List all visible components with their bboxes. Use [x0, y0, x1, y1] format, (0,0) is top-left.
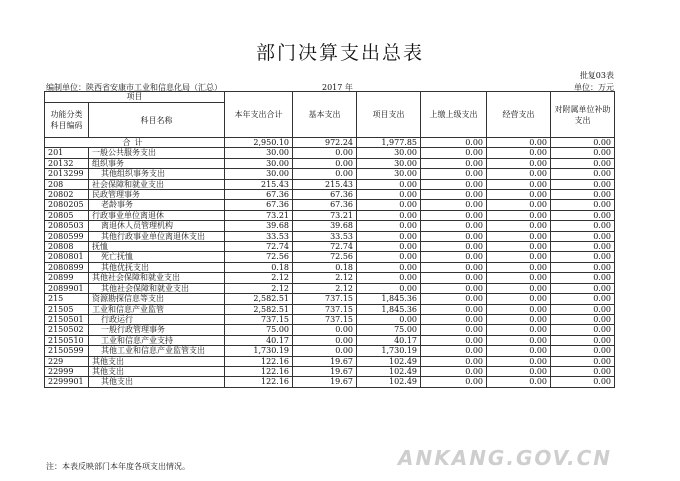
- row-value: 0.00: [487, 158, 551, 168]
- row-code: 2080503: [45, 221, 89, 231]
- row-value: 30.00: [357, 169, 421, 179]
- row-value: 0.00: [551, 283, 615, 293]
- row-value: 0.00: [487, 262, 551, 272]
- row-value: 0.00: [551, 304, 615, 314]
- row-code: 229: [45, 356, 89, 366]
- row-value: 122.16: [225, 366, 293, 376]
- row-name: 工业和信息产业监管: [89, 304, 225, 314]
- row-value: 0.00: [357, 283, 421, 293]
- row-value: 0.00: [421, 242, 487, 252]
- row-value: 102.49: [357, 377, 421, 387]
- row-name: 行政运行: [89, 314, 225, 324]
- row-value: 0.00: [421, 314, 487, 324]
- total-value: 1,977.85: [357, 138, 421, 148]
- row-name: 其他社会保障和就业支出: [89, 283, 225, 293]
- row-value: 0.00: [551, 262, 615, 272]
- row-value: 2.12: [293, 283, 357, 293]
- row-value: 72.56: [225, 252, 293, 262]
- row-name: 其他支出: [89, 377, 225, 387]
- row-name: 一般行政管理事务: [89, 325, 225, 335]
- row-value: 33.53: [225, 231, 293, 241]
- expenditure-table: [44, 91, 615, 388]
- row-name: 其他行政事业单位离退休支出: [89, 231, 225, 241]
- row-value: 1,845.36: [357, 304, 421, 314]
- row-code: 208: [45, 179, 89, 189]
- row-value: 0.00: [551, 314, 615, 324]
- row-value: 0.00: [487, 242, 551, 252]
- row-value: 737.15: [293, 304, 357, 314]
- row-value: 0.00: [551, 335, 615, 345]
- table-row: [45, 190, 615, 200]
- row-value: 0.00: [421, 366, 487, 376]
- row-value: 0.00: [487, 356, 551, 366]
- row-code: 2150502: [45, 325, 89, 335]
- row-value: 75.00: [357, 325, 421, 335]
- table-row: [45, 210, 615, 220]
- row-code: 2150510: [45, 335, 89, 345]
- row-value: 0.00: [551, 242, 615, 252]
- row-value: 0.00: [551, 221, 615, 231]
- row-value: 75.00: [225, 325, 293, 335]
- row-value: 122.16: [225, 356, 293, 366]
- row-value: 215.43: [225, 179, 293, 189]
- row-value: 73.21: [225, 210, 293, 220]
- row-value: 122.16: [225, 377, 293, 387]
- table-row: [45, 221, 615, 231]
- row-value: 40.17: [357, 335, 421, 345]
- row-value: 0.00: [293, 325, 357, 335]
- header-item: 项目: [45, 92, 225, 103]
- row-value: 0.00: [421, 304, 487, 314]
- row-value: 0.00: [551, 356, 615, 366]
- table-row: [45, 366, 615, 376]
- row-value: 2,582.51: [225, 304, 293, 314]
- row-value: 0.00: [487, 273, 551, 283]
- row-value: 1,845.36: [357, 294, 421, 304]
- total-value: 0.00: [421, 138, 487, 148]
- row-value: 0.00: [551, 252, 615, 262]
- row-code: 2299901: [45, 377, 89, 387]
- row-value: 0.00: [487, 283, 551, 293]
- form-number: 批复03表: [579, 71, 614, 80]
- table-row: [45, 148, 615, 158]
- table-row: [45, 304, 615, 314]
- row-value: 0.00: [487, 221, 551, 231]
- table-row: [45, 294, 615, 304]
- row-name: 其他支出: [89, 366, 225, 376]
- row-name: 其他组织事务支出: [89, 169, 225, 179]
- total-row: [45, 138, 615, 148]
- row-value: 0.00: [357, 221, 421, 231]
- row-value: 0.00: [487, 335, 551, 345]
- row-value: 0.00: [357, 210, 421, 220]
- row-value: 0.00: [551, 273, 615, 283]
- row-value: 0.00: [487, 179, 551, 189]
- row-code: 21505: [45, 304, 89, 314]
- row-name: 其他社会保障和就业支出: [89, 273, 225, 283]
- row-name: 抚恤: [89, 242, 225, 252]
- row-value: 0.00: [551, 366, 615, 376]
- row-value: 67.36: [225, 200, 293, 210]
- row-value: 0.18: [225, 262, 293, 272]
- row-value: 0.00: [551, 190, 615, 200]
- header-code: 功能分类科目编码: [45, 103, 89, 138]
- row-name: 死亡抚恤: [89, 252, 225, 262]
- row-code: 2150501: [45, 314, 89, 324]
- row-value: 0.00: [487, 294, 551, 304]
- table-row: [45, 283, 615, 293]
- row-value: 19.67: [293, 377, 357, 387]
- row-name: 组织事务: [89, 158, 225, 168]
- row-value: 102.49: [357, 366, 421, 376]
- row-value: 30.00: [357, 148, 421, 158]
- total-value: 0.00: [487, 138, 551, 148]
- row-code: 2080899: [45, 262, 89, 272]
- row-value: 0.00: [487, 252, 551, 262]
- header-col-remit: 上缴上级支出: [421, 92, 487, 138]
- row-code: 2089901: [45, 283, 89, 293]
- row-value: 0.00: [293, 169, 357, 179]
- row-value: 2.12: [293, 273, 357, 283]
- row-value: 0.00: [487, 231, 551, 241]
- row-code: 215: [45, 294, 89, 304]
- row-value: 30.00: [357, 158, 421, 168]
- row-value: 19.67: [293, 366, 357, 376]
- row-value: 0.00: [487, 304, 551, 314]
- header-col-total: 本年支出合计: [225, 92, 293, 138]
- row-value: 0.00: [421, 158, 487, 168]
- row-value: 0.00: [551, 294, 615, 304]
- row-value: 30.00: [225, 158, 293, 168]
- row-value: 0.00: [551, 346, 615, 356]
- table-row: [45, 314, 615, 324]
- table-row: [45, 158, 615, 168]
- row-code: 2080599: [45, 231, 89, 241]
- row-value: 737.15: [293, 314, 357, 324]
- table-row: [45, 346, 615, 356]
- row-code: 20132: [45, 158, 89, 168]
- row-value: 0.00: [421, 179, 487, 189]
- row-value: 0.00: [421, 262, 487, 272]
- row-name: 民政管理事务: [89, 190, 225, 200]
- row-value: 2.12: [225, 273, 293, 283]
- row-value: 0.00: [421, 252, 487, 262]
- row-value: 737.15: [293, 294, 357, 304]
- row-value: 0.00: [551, 200, 615, 210]
- row-code: 2013299: [45, 169, 89, 179]
- row-value: 0.00: [357, 179, 421, 189]
- footnote: 注：本表反映部门本年度各项支出情况。: [46, 462, 190, 471]
- row-value: 72.74: [293, 242, 357, 252]
- total-label: 合计: [45, 138, 225, 148]
- row-value: 0.00: [357, 242, 421, 252]
- table-row: [45, 231, 615, 241]
- row-value: 0.00: [421, 200, 487, 210]
- table-row: [45, 242, 615, 252]
- row-value: 0.00: [487, 377, 551, 387]
- row-name: 其他支出: [89, 356, 225, 366]
- row-value: 0.00: [421, 273, 487, 283]
- row-value: 2,582.51: [225, 294, 293, 304]
- row-value: 0.00: [357, 273, 421, 283]
- row-value: 0.00: [487, 210, 551, 220]
- row-name: 一般公共服务支出: [89, 148, 225, 158]
- row-value: 0.00: [421, 169, 487, 179]
- row-code: 201: [45, 148, 89, 158]
- row-value: 73.21: [293, 210, 357, 220]
- table-row: [45, 273, 615, 283]
- row-value: 0.00: [487, 169, 551, 179]
- watermark: ANKANG.GOV.CN: [398, 446, 613, 470]
- row-value: 0.00: [421, 356, 487, 366]
- row-value: 0.00: [421, 346, 487, 356]
- row-value: 0.00: [293, 346, 357, 356]
- table-row: [45, 252, 615, 262]
- row-value: 0.00: [357, 200, 421, 210]
- row-value: 0.00: [551, 325, 615, 335]
- row-name: 老龄事务: [89, 200, 225, 210]
- row-value: 30.00: [225, 148, 293, 158]
- page-title: 部门决算支出总表: [255, 42, 424, 64]
- row-value: 0.00: [421, 325, 487, 335]
- row-value: 2.12: [225, 283, 293, 293]
- row-value: 0.00: [357, 231, 421, 241]
- total-value: 2,950.10: [225, 138, 293, 148]
- table-row: [45, 169, 615, 179]
- report-year: 2017 年: [322, 83, 353, 92]
- row-value: 102.49: [357, 356, 421, 366]
- row-value: 0.00: [487, 148, 551, 158]
- row-name: 离退休人员管理机构: [89, 221, 225, 231]
- table-row: [45, 325, 615, 335]
- row-value: 0.00: [487, 314, 551, 324]
- row-value: 67.36: [225, 190, 293, 200]
- row-name: 资源勘探信息等支出: [89, 294, 225, 304]
- currency-unit: 单位：万元: [574, 83, 614, 92]
- row-value: 67.36: [293, 190, 357, 200]
- row-value: 0.00: [487, 325, 551, 335]
- row-code: 22999: [45, 366, 89, 376]
- row-value: 0.00: [421, 294, 487, 304]
- row-code: 20808: [45, 242, 89, 252]
- row-value: 0.00: [551, 210, 615, 220]
- total-value: 0.00: [551, 138, 615, 148]
- row-name: 其他优抚支出: [89, 262, 225, 272]
- row-value: 0.00: [551, 231, 615, 241]
- row-name: 社会保障和就业支出: [89, 179, 225, 189]
- row-code: 2150599: [45, 346, 89, 356]
- row-value: 1,730.19: [225, 346, 293, 356]
- row-value: 33.53: [293, 231, 357, 241]
- row-value: 737.15: [225, 314, 293, 324]
- row-code: 2080205: [45, 200, 89, 210]
- row-value: 19.67: [293, 356, 357, 366]
- header-col-basic: 基本支出: [293, 92, 357, 138]
- row-value: 39.68: [293, 221, 357, 231]
- row-value: 39.68: [225, 221, 293, 231]
- row-value: 0.00: [421, 221, 487, 231]
- row-value: 0.00: [551, 377, 615, 387]
- row-value: 0.00: [293, 335, 357, 345]
- row-value: 30.00: [225, 169, 293, 179]
- row-value: 0.00: [421, 335, 487, 345]
- row-code: 20899: [45, 273, 89, 283]
- row-value: 0.00: [421, 210, 487, 220]
- row-value: 72.74: [225, 242, 293, 252]
- table-row: [45, 200, 615, 210]
- row-value: 1,730.19: [357, 346, 421, 356]
- row-value: 0.00: [357, 314, 421, 324]
- row-value: 0.00: [421, 377, 487, 387]
- row-value: 0.00: [551, 158, 615, 168]
- row-value: 0.18: [293, 262, 357, 272]
- header-col-operating: 经营支出: [487, 92, 551, 138]
- row-name: 工业和信息产业支持: [89, 335, 225, 345]
- table-row: [45, 356, 615, 366]
- table-row: [45, 377, 615, 387]
- row-value: 215.43: [293, 179, 357, 189]
- row-value: 0.00: [357, 190, 421, 200]
- header-col-project: 项目支出: [357, 92, 421, 138]
- row-value: 0.00: [551, 148, 615, 158]
- compiling-unit: 编制单位：陕西省安康市工业和信息化局（汇总）: [46, 83, 222, 92]
- row-name: 其他工业和信息产业监管支出: [89, 346, 225, 356]
- row-value: 0.00: [487, 200, 551, 210]
- row-value: 0.00: [487, 190, 551, 200]
- row-value: 0.00: [357, 252, 421, 262]
- row-value: 0.00: [421, 231, 487, 241]
- row-code: 2080801: [45, 252, 89, 262]
- header-name: 科目名称: [89, 103, 225, 138]
- table-row: [45, 335, 615, 345]
- total-value: 972.24: [293, 138, 357, 148]
- row-code: 20805: [45, 210, 89, 220]
- row-value: 67.36: [293, 200, 357, 210]
- row-value: 0.00: [293, 158, 357, 168]
- row-value: 0.00: [421, 148, 487, 158]
- row-code: 20802: [45, 190, 89, 200]
- row-value: 40.17: [225, 335, 293, 345]
- row-value: 0.00: [551, 169, 615, 179]
- row-value: 0.00: [487, 366, 551, 376]
- row-value: 0.00: [421, 283, 487, 293]
- header-col-subsidy: 对附属单位补助支出: [551, 92, 615, 138]
- row-value: 0.00: [421, 190, 487, 200]
- row-name: 行政事业单位离退休: [89, 210, 225, 220]
- row-value: 0.00: [487, 346, 551, 356]
- table-row: [45, 262, 615, 272]
- table-row: [45, 179, 615, 189]
- row-value: 72.56: [293, 252, 357, 262]
- row-value: 0.00: [293, 148, 357, 158]
- row-value: 0.00: [551, 179, 615, 189]
- row-value: 0.00: [357, 262, 421, 272]
